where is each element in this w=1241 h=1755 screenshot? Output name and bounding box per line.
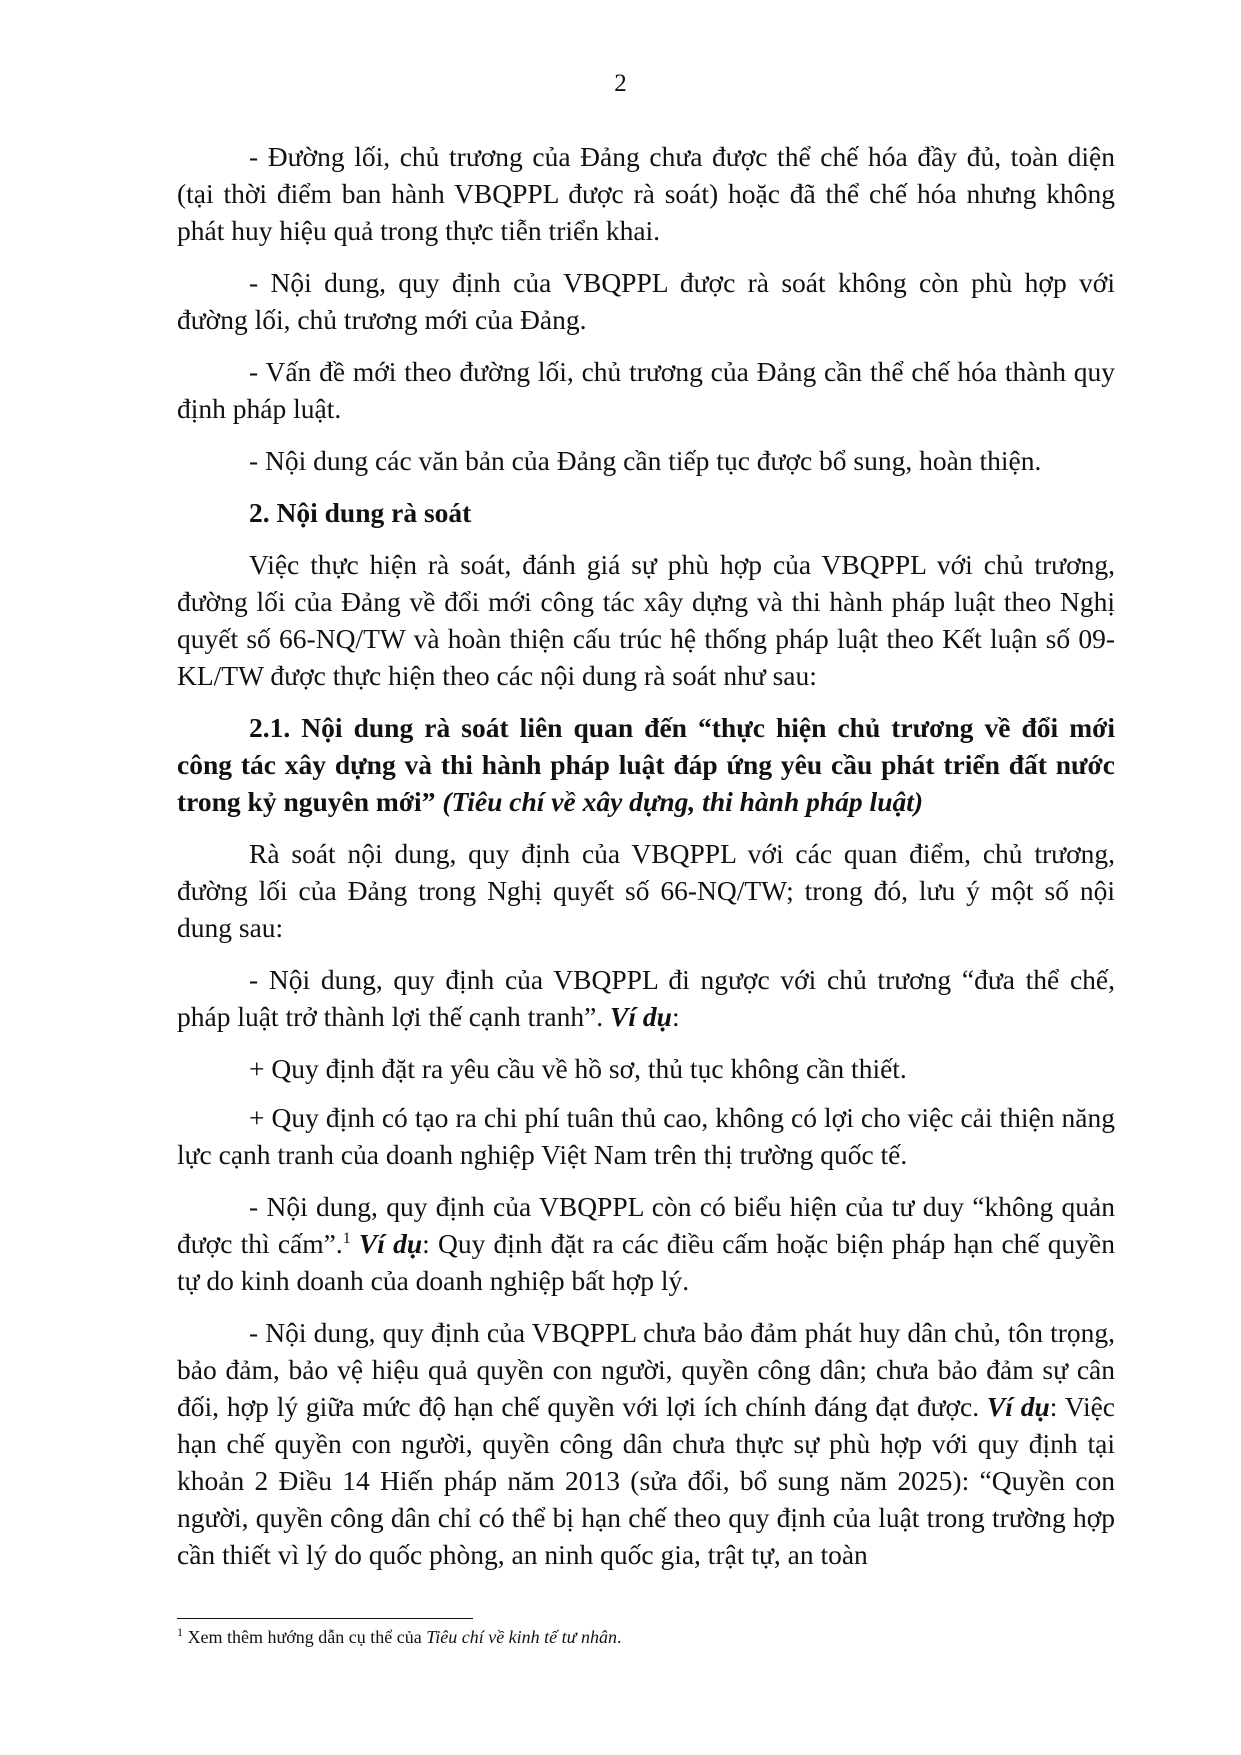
footnote [177,1625,1115,1649]
sub-item-compliance-costs: + Quy định có tạo ra chi phí tuân thủ cao, không có lợi cho việc cải thiện năng lực cạnh tranh của doanh nghiệp Việt Nam trên thị trường quốc tế. [177,1102,1115,1170]
list-item-human-rights-after: : Việc hạn chế quyền con người, quyền công dân chưa thực sự phù hợp với quy định tại khoản 2 Điều 14 Hiến pháp năm 2013 (sửa đổi, bổ sung năm 2025): “Quyền con người, quyền công dân chỉ có thể bị hạn chế theo quy định của luật trong trường hợp cần thiết vì lý do quốc phòng, an ninh quốc gia, trật tự, an toàn [177,1391,1116,1570]
page-number: 2 [614,70,627,97]
intro-paragraph-2: - Nội dung, quy định của VBQPPL được rà soát không còn phù hợp với đường lối, chủ trương mới của Đảng. [177,267,1115,335]
section-2-1-paragraph: Rà soát nội dung, quy định của VBQPPL với các quan điểm, chủ trương, đường lối của Đảng trong Nghị quyết số 66-NQ/TW; trong đó, lưu ý một số nội dung sau: [177,838,1115,943]
section-2-heading: 2. Nội dung rà soát [249,497,472,528]
list-item-ban-mindset [177,1188,1115,1299]
list-item-competitive-text: - Nội dung, quy định của VBQPPL đi ngược với chủ trương “đưa thể chế, pháp luật trở thành lợi thế cạnh tranh”. [177,964,1115,1032]
footnote-italic: Tiêu chí về kinh tế tư nhân [426,1627,617,1647]
footnote-mark: 1 [177,1625,183,1639]
list-item-ban-mindset-text: - Nội dung, quy định của VBQPPL còn có biểu hiện của tư duy “không quản được thì cấm”. [177,1191,1115,1259]
section-2-paragraph: Việc thực hiện rà soát, đánh giá sự phù hợp của VBQPPL với chủ trương, đường lối của Đảng về đổi mới công tác xây dựng và thi hành pháp luật theo Nghị quyết số 66-NQ/TW và hoàn thiện cấu trúc hệ thống pháp luật theo Kết luận số 09-KL/TW được thực hiện theo các nội dung rà soát như sau: [177,549,1115,691]
list-item-human-rights-text: - Nội dung, quy định của VBQPPL chưa bảo đảm phát huy dân chủ, tôn trọng, bảo đảm, bảo vệ hiệu quả quyền con người, quyền công dân; chưa bảo đảm sự cân đối, hợp lý giữa mức độ hạn chế quyền với lợi ích chính đáng đạt được. [177,1317,1115,1422]
document-body [177,138,1115,1588]
list-item-competitive-after: : [671,1001,680,1032]
sub-item-procedures: + Quy định đặt ra yêu cầu về hồ sơ, thủ tục không cần thiết. [249,1053,907,1084]
section-2-1-heading-italic: (Tiêu chí về xây dựng, thi hành pháp luật) [442,786,924,817]
list-item-ban-mindset-after: : Quy định đặt ra các điều cấm hoặc biện pháp hạn chế quyền tự do kinh doanh của doanh nghiệp bất hợp lý. [177,1228,1116,1296]
intro-paragraph-3: - Vấn đề mới theo đường lối, chủ trương của Đảng cần thể chế hóa thành quy định pháp luật. [177,356,1115,424]
footnote-text: Xem thêm hướng dẫn cụ thể của [183,1627,427,1647]
example-label-2: Ví dụ [358,1228,423,1259]
example-label: Ví dụ [610,1001,672,1032]
section-2-1-heading-main: 2.1. Nội dung rà soát liên quan đến “thực hiện chủ trương về đổi mới công tác xây dựng và thi hành pháp luật đáp ứng yêu cầu phát triển đất nước trong kỷ nguyên mới” [177,712,1115,817]
example-label-3a: Ví [986,1391,1013,1422]
intro-paragraph-1: - Đường lối, chủ trương của Đảng chưa được thể chế hóa đầy đủ, toàn diện (tại thời điểm ban hành VBQPPL được rà soát) hoặc đã thể chế hóa nhưng không phát huy hiệu quả trong thực tiễn triển khai. [177,141,1115,246]
list-item-human-rights [177,1314,1115,1573]
list-item-competitive [177,961,1115,1035]
intro-paragraph-4: - Nội dung các văn bản của Đảng cần tiếp tục được bổ sung, hoàn thiện. [249,445,1042,476]
footnote-reference[interactable]: 1 [342,1229,351,1247]
example-label-3b: dụ [1020,1391,1050,1422]
footnote-divider [177,1618,473,1619]
footnote-end: . [616,1627,622,1647]
section-2-1-heading [177,709,1115,820]
